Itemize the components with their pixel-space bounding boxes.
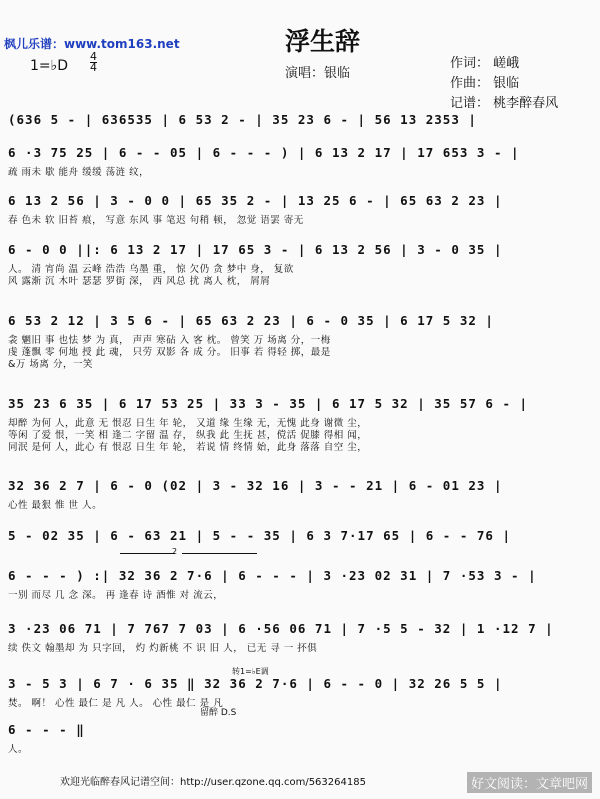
note-row: 32 36 2 7 | 6 - 0 (02 | 3 - 32 16 | 3 - - 21 | 6 - 01 23 | — [8, 478, 503, 493]
lyric-row: 心性 最狠 惟 世 人。 — [8, 500, 103, 511]
lyric-row: 却醉 为何 人，此意 无 恨忍 日生 年 轮， 又道 缘 生缘 无，无愧 此身 谢微 尘， — [8, 418, 368, 429]
time-signature-top: 4 — [90, 50, 97, 63]
volta-number: 2 — [172, 547, 178, 556]
note-row: 6 ·3 75 25 | 6 - - 05 | 6 - - - ) | 6 13 2 17 | 17 653 3 - | — [8, 145, 520, 160]
footer-note: 欢迎光临醉春风记谱空间：http://user.qzone.qq.com/563264185 — [60, 777, 366, 788]
key-signature: 1=♭D — [30, 58, 69, 74]
watermark: 好文阅读：文章吧网 — [467, 772, 592, 793]
lyric-row: &万 场离 分，一笑 — [8, 359, 93, 370]
note-row: 6 - - - ‖ — [8, 722, 85, 737]
lyric-row: 虔 蓬飘 零 何地 授 此 魂， 只劳 双影 各 成 分。 旧事 若 得轻 掷，最是 — [8, 347, 331, 358]
lyric-row: 等闲 了爱 恨，一笑 相 逢二 字留 温 存， 纵我 此 生抚 甚，傥活 促膝 得相 闻， — [8, 430, 368, 441]
note-row: 6 - 0 0 ||: 6 13 2 17 | 17 65 3 - | 6 13 2 56 | 3 - 0 35 | — [8, 242, 503, 257]
note-row: 6 - - - ) :| 32 36 2 7·6 | 6 - - - | 3 ·23 02 31 | 7 ·53 3 - | — [8, 568, 537, 583]
lyric-row: 一别 而尽 几 念 深。 再 逢春 诗 酒惟 对 流云， — [8, 590, 224, 601]
note-row: 35 23 6 35 | 6 17 53 25 | 33 3 - 35 | 6 17 5 32 | 35 57 6 - | — [8, 396, 529, 411]
lyricist-credit: 作词： 嵯峨 — [450, 56, 520, 71]
lyric-row: 续 佚文 翰墨却 为 只字回， 灼 灼新桃 不 识 旧 人， 已无 寻 一 抔俱 — [8, 643, 318, 654]
note-row: 3 ·23 06 71 | 7 767 7 03 | 6 ·56 06 71 | 7 ·5 5 - 32 | 1 ·12 7 | — [8, 621, 554, 636]
lyric-row: 衾 魍旧 事 也怯 梦 为 真， 声声 寒砧 入 客 枕。 曾笑 万 场离 分，一梅 — [8, 335, 331, 346]
song-title: 浮生辞 — [285, 27, 361, 56]
time-signature — [90, 52, 97, 73]
lyric-row: 焚。 啊！ 心性 最仁 是 凡 人。 心性 最仁 是 凡 — [8, 698, 224, 709]
time-signature-bottom: 4 — [90, 61, 97, 74]
modulation-mark: 转1=♭E调 — [232, 667, 269, 676]
note-row: 6 13 2 56 | 3 - 0 0 | 65 35 2 - | 13 25 6 - | 65 63 2 23 | — [8, 193, 503, 208]
composer-credit: 作曲： 银临 — [450, 76, 520, 91]
lyric-row: 同泯 是何 人，此心 有 恨忍 日生 年 轮， 若说 情 终情 始，此身 落落 自空 尘， — [8, 442, 368, 453]
site-banner: 枫儿乐谱：www.tom163.net — [4, 37, 180, 51]
note-row: 6 53 2 12 | 3 5 6 - | 65 63 2 23 | 6 - 0 35 | 6 17 5 32 | — [8, 313, 494, 328]
singer-credit: 演唱：银临 — [285, 66, 351, 81]
lyric-row: 春 色未 软 旧苔 痕， 写意 东风 事 笔迟 句稍 顿， 忽觉 语罢 寄无 — [8, 215, 304, 226]
lyric-row: 疏 雨未 歇 能舟 缓缓 荡涟 纹， — [8, 167, 150, 178]
note-row: 3 - 5 3 | 6 7 · 6 35 ‖ 32 36 2 7·6 | 6 - - 0 | 32 26 5 5 | — [8, 676, 503, 691]
volta-bracket-left — [120, 553, 175, 554]
note-row: 5 - 02 35 | 6 - 63 21 | 5 - - 35 | 6 3 7·17 65 | 6 - - 76 | — [8, 528, 512, 543]
transcriber-credit: 记谱： 桃李醉春风 — [450, 96, 559, 111]
lyric-row: 人。 — [8, 744, 29, 755]
note-row: (636 5 - | 636535 | 6 53 2 - | 35 23 6 - | 56 13 2353 | — [8, 112, 477, 127]
lyric-row: 人。 清 宵尚 温 云峰 浩浩 乌墨 重， 惊 欠仍 贪 梦中 身， 复欲 — [8, 264, 294, 275]
lyric-row: 风 露渐 沉 木叶 瑟瑟 罗街 深， 西 风总 扰 离人 枕， 屑屑 — [8, 276, 271, 287]
volta-bracket-right — [182, 553, 257, 554]
ds-mark: 留醉 D.S — [200, 708, 237, 718]
